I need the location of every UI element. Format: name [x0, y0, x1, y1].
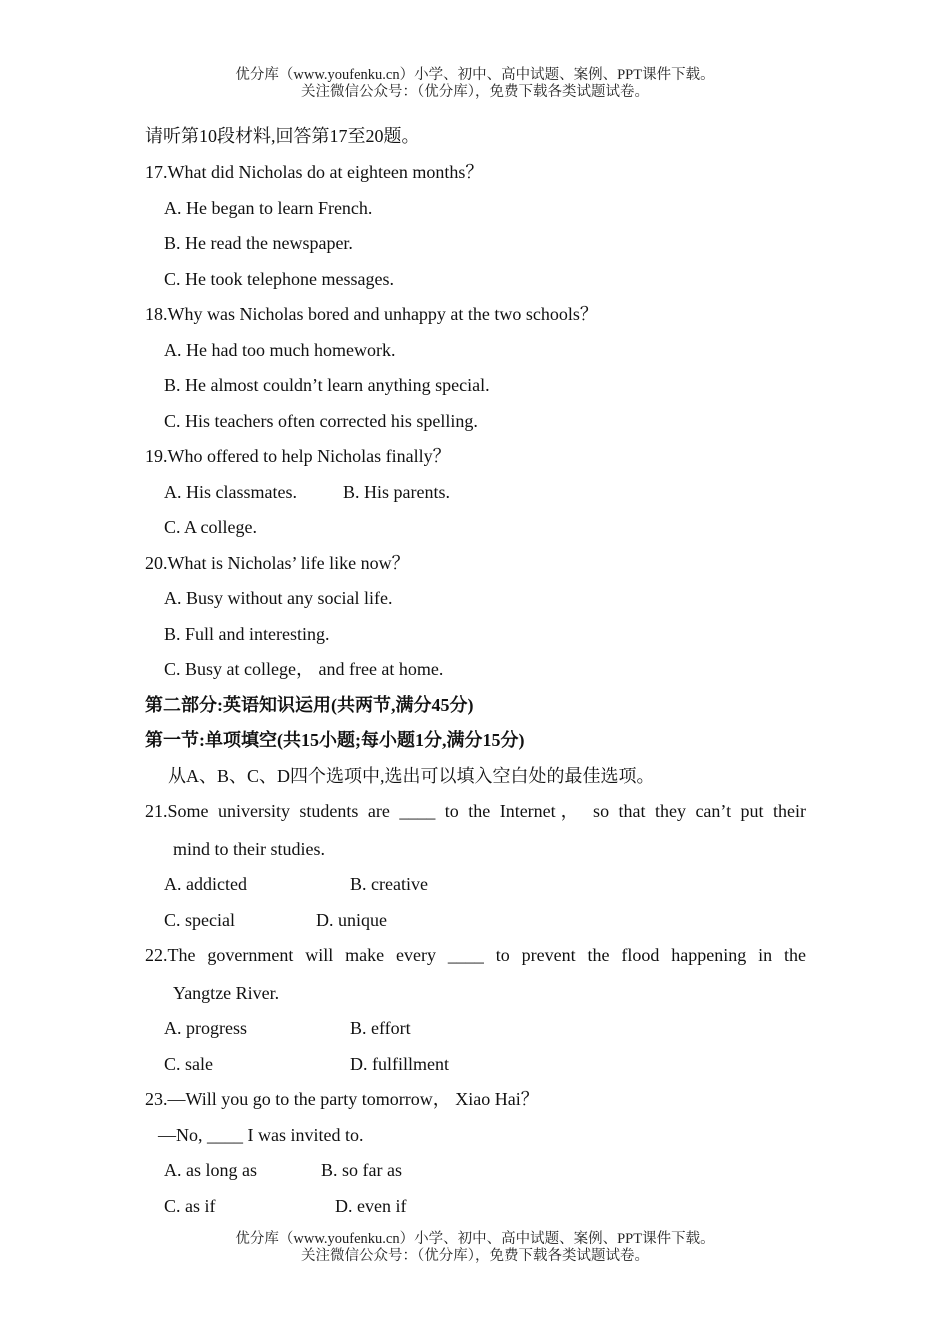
question-20-option-a: A. Busy without any social life.: [164, 588, 393, 608]
question-20-stem: 20.What is Nicholas’ life like now？: [145, 553, 410, 573]
question-20-option-c: C. Busy at college， and free at home.: [164, 659, 444, 679]
question-22-stem-line-2: Yangtze River.: [173, 983, 280, 1003]
question-19-stem: 19.Who offered to help Nicholas finally？: [145, 446, 451, 466]
question-20-option-b: B. Full and interesting.: [164, 624, 330, 644]
question-21-option-a: A. addicted: [164, 874, 247, 894]
question-18-option-c: C. His teachers often corrected his spelling.: [164, 411, 478, 431]
listening-intro: 请听第10段材料,回答第17至20题。: [145, 126, 420, 146]
question-19-option-b: B. His parents.: [343, 482, 450, 502]
question-23-option-d: D. even if: [335, 1196, 407, 1216]
question-18-option-a: A. He had too much homework.: [164, 340, 396, 360]
footer-line-2: 关注微信公众号：（优分库），免费下载各类试题试卷。: [301, 1248, 649, 1264]
question-22-stem-line-1: 22.The government will make every ____ to prevent the flood happening in the: [145, 945, 806, 965]
header-line-1: 优分库（www.youfenku.cn）小学、初中、高中试题、案例、PPT课件下载。: [235, 67, 715, 83]
header-line-2: 关注微信公众号：（优分库），免费下载各类试题试卷。: [301, 84, 649, 100]
question-17-option-b: B. He read the newspaper.: [164, 233, 353, 253]
question-19-option-c: C. A college.: [164, 517, 257, 537]
section-1-title: 第一节:单项填空(共15小题;每小题1分,满分15分): [145, 730, 525, 750]
page-footer: [0, 1231, 950, 1265]
part-2-title: 第二部分:英语知识运用(共两节,满分45分): [145, 695, 474, 715]
section-1-instruction: 从A、B、C、D四个选项中,选出可以填入空白处的最佳选项。: [168, 766, 655, 786]
footer-line-1: 优分库（www.youfenku.cn）小学、初中、高中试题、案例、PPT课件下载。: [235, 1231, 715, 1247]
question-23-option-a: A. as long as: [164, 1160, 257, 1180]
question-23-option-c: C. as if: [164, 1196, 216, 1216]
question-22-option-b: B. effort: [350, 1018, 411, 1038]
question-23-stem-line-1: 23.—Will you go to the party tomorrow， Xiao Hai？: [145, 1089, 539, 1109]
question-21-option-d: D. unique: [316, 910, 387, 930]
question-21-stem-line-1: 21.Some university students are ____ to the Internet， so that they can’t put their: [145, 801, 806, 821]
question-22-option-d: D. fulfillment: [350, 1054, 449, 1074]
question-21-option-b: B. creative: [350, 874, 428, 894]
question-21-stem-line-2: mind to their studies.: [173, 839, 325, 859]
question-22-option-a: A. progress: [164, 1018, 247, 1038]
page-header: [0, 67, 950, 101]
question-18-option-b: B. He almost couldn’t learn anything special.: [164, 375, 490, 395]
question-17-stem: 17.What did Nicholas do at eighteen months？: [145, 162, 484, 182]
question-23-option-b: B. so far as: [321, 1160, 402, 1180]
question-22-option-c: C. sale: [164, 1054, 213, 1074]
question-19-option-a: A. His classmates.: [164, 482, 297, 502]
question-21-option-c: C. special: [164, 910, 235, 930]
question-17-option-a: A. He began to learn French.: [164, 198, 373, 218]
question-17-option-c: C. He took telephone messages.: [164, 269, 394, 289]
question-18-stem: 18.Why was Nicholas bored and unhappy at the two schools？: [145, 304, 598, 324]
question-23-stem-line-2: —No, ____ I was invited to.: [158, 1125, 364, 1145]
